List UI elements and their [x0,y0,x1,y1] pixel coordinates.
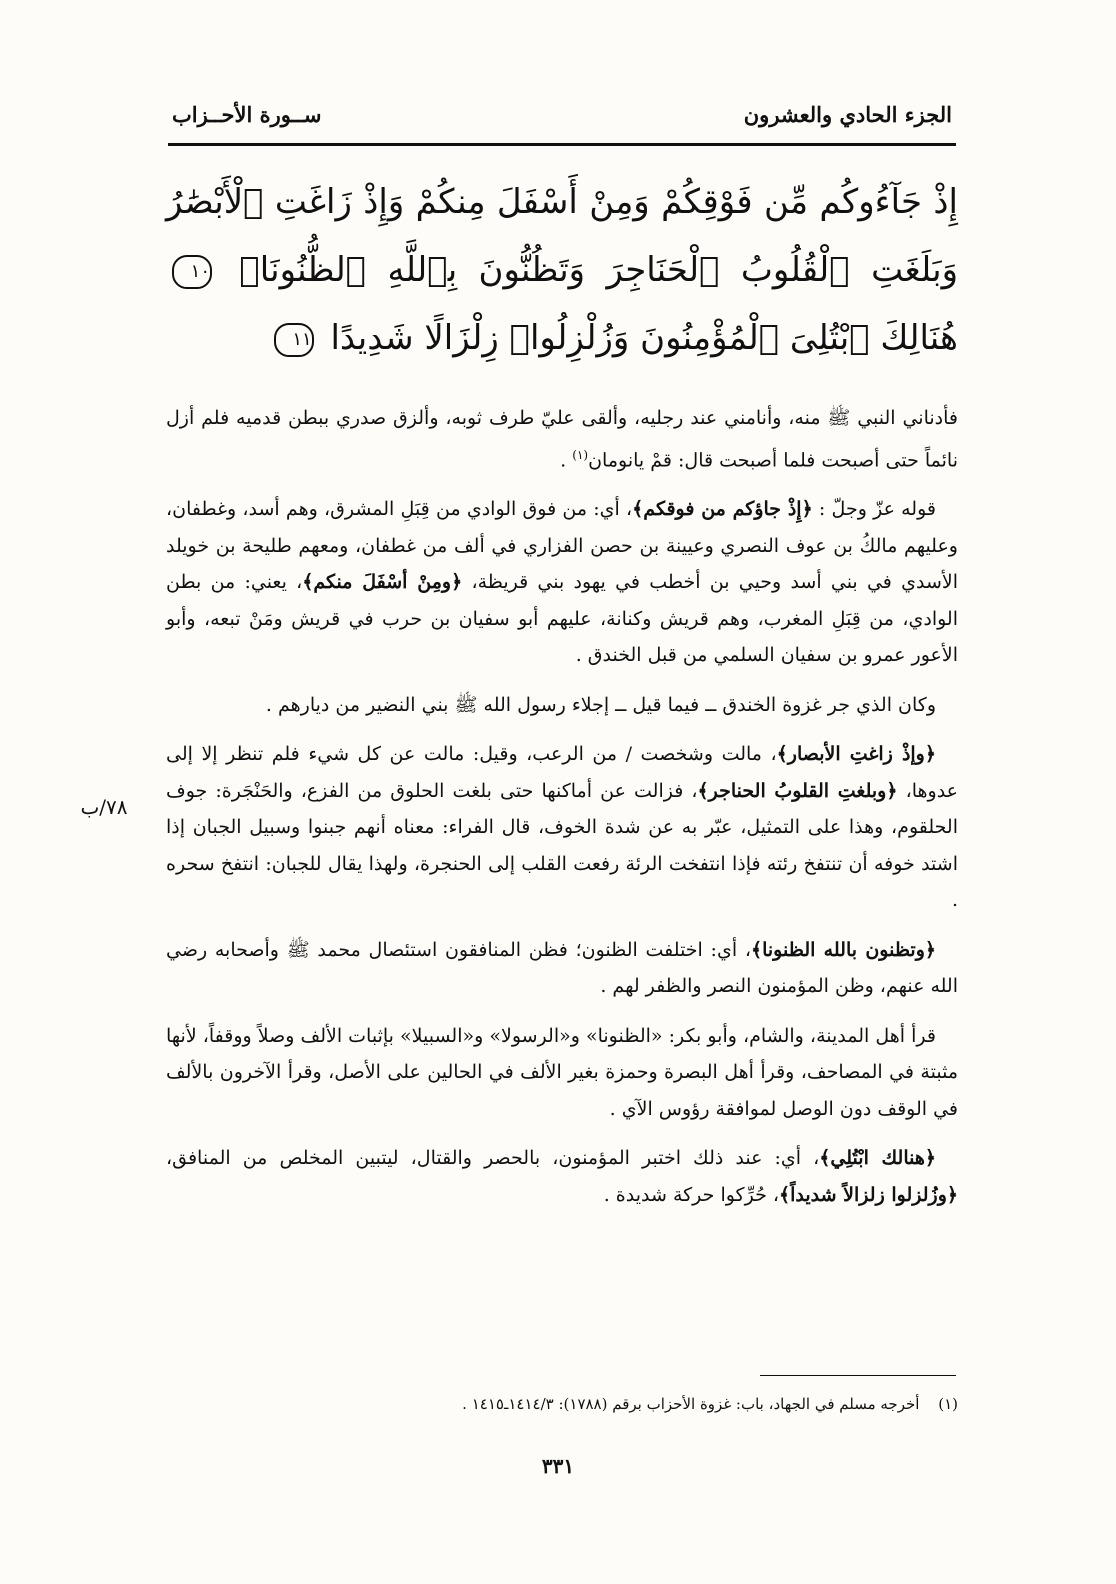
paragraph-4: ﴿وإذْ زاغتِ الأبصار﴾، مالت وشخصت / من الرعب، وقيل: مالت عن كل شيء فلم تنظر إلا إلى عدوها، ﴿وبلغتِ القلوبُ الحناجر﴾، فزالت عن أماكنها حتى بلغت الحلوق من الفزع، والحَنْجَرة: جوف الحلقوم، وهذا على التمثيل، عبّر به عن شدة الخوف، قال الفراء: معناه أنهم جبنوا وسبيل الجبان إذا اشتد خوفه أن تنتفخ رئته فإذا انتفخت الرئة رفعت القلب إلى الحنجرة، ولهذا يقال للجبان: انتفخ سحره . [166,743,959,912]
quote-7: ﴿وزُلزلوا زلزالاً شديداً﴾ [779,1183,958,1206]
footnote [166,1392,958,1416]
paragraph-6: قرأ أهل المدينة، والشام، وأبو بكر: «الظنونا» و«الرسولا» و«السبيلا» بإثبات الألف وصلاً ووقفاً، لأنها مثبتة في المصاحف، وقرأ أهل البصرة وحمزة بغير الألف في الحالين على الأصل، وقرأ الآخرون بالألف في الوقف دون الوصل لموافقة رؤوس الآي . [166,1024,958,1120]
quote-5: ﴿وتظنون بالله الظنونا﴾ [750,938,937,961]
paragraph-2: قوله عزّ وجلّ : ﴿إِذْ جاؤكم من فوقكم﴾، أي: من فوق الوادي من قِبَلِ المشرق، وهم أسد، وغطفان، وعليهم مالكُ بن عوف النصري وعيينة بن حصن الفزاري في ألف من غطفان، ومعهم طليحة بن خويلد الأسدي في بني أسد وحيي بن أخطب في يهود بني قريظة، ﴿ومِنْ أسْفَلَ منكم﴾، يعني: من بطن الوادي، من قِبَلِ المغرب، وهم قريش وكنانة، عليهم أبو سفيان بن حرب في قريش ومَنْ تبعه، وأبو الأعور عمرو بن سفيان السلمي من قبل الخندق . [166,498,958,667]
quote-1: ﴿إِذْ جاؤكم من فوقكم﴾ [632,498,813,521]
running-header [172,96,952,132]
surah-title: ســورة الأحــزاب [172,101,322,127]
verse-line-1: إِذْ جَآءُوكُم مِّن فَوْقِكُمْ وَمِنْ أَسْفَلَ مِنكُمْ وَإِذْ زَاغَتِ ٱلْأَبْصَٰرُ وَبَلَغَتِ [166,182,959,290]
footnote-ref: (١) [572,447,589,462]
quote-4: ﴿وبلغتِ القلوبُ الحناجر﴾ [697,779,898,802]
manuscript-folio-note: ٧٨/ب [80,795,128,819]
ayah-marker-10: ١٠ [172,255,212,289]
paragraph-3: وكان الذي جر غزوة الخندق ــ فيما قيل ــ إجلاء رسول الله ﷺ بني النضير من ديارهم . [265,693,936,716]
ayah-marker-11: ١١ [274,323,314,357]
page-number: ٣٣١ [541,1454,575,1478]
quote-2: ﴿ومِنْ أسْفَلَ منكم﴾ [302,571,463,594]
quote-3: ﴿وإذْ زاغتِ الأبصار﴾ [776,743,936,766]
verse-line-2: ٱلْقُلُوبُ ٱلْحَنَاجِرَ وَتَظُنُّونَ بِٱللَّهِ ٱلظُّنُونَا۠ [239,250,850,290]
quran-verse-block [166,168,958,372]
paragraph-1: فأدناني النبي ﷺ منه، وأنامني عند رجليه، وألقى عليّ طرف ثوبه، وألزق صدري ببطن قدميه فلم أزل نائماً حتى أصبحت فلما أصبحت قال: قمْ يانومان$^{(١)}$ . [166,407,958,471]
footnote-rule [760,1375,956,1376]
part-title: الجزء الحادي والعشرون [743,101,952,127]
commentary-body [166,400,958,1226]
paragraph-7: ﴿هنالك ابْتُلِي﴾، أي: عند ذلك اختبر المؤمنون، بالحصر والقتال، ليتبين المخلص من المنافق، ﴿وزُلزلوا زلزالاً شديداً﴾، حُرِّكوا حركة شديدة . [166,1147,958,1206]
verse-line-3: هُنَالِكَ ٱبْتُلِىَ ٱلْمُؤْمِنُونَ وَزُلْزِلُوا۟ زِلْزَالًا شَدِيدًا [330,318,958,358]
quote-6: ﴿هنالك ابْتُلِي﴾ [819,1147,936,1170]
footnote-text: أخرجه مسلم في الجهاد، باب: غزوة الأحزاب برقم (١٧٨٨): ١٤١٤/٣ـ١٤١٥ . [462,1395,920,1413]
paragraph-5: ﴿وتظنون بالله الظنونا﴾، أي: اختلفت الظنون؛ فظن المنافقون استئصال محمد ﷺ وأصحابه رضي الله عنهم، وظن المؤمنون النصر والظفر لهم . [166,938,958,998]
footnote-number: (١) [938,1395,958,1413]
header-rule [168,143,956,146]
